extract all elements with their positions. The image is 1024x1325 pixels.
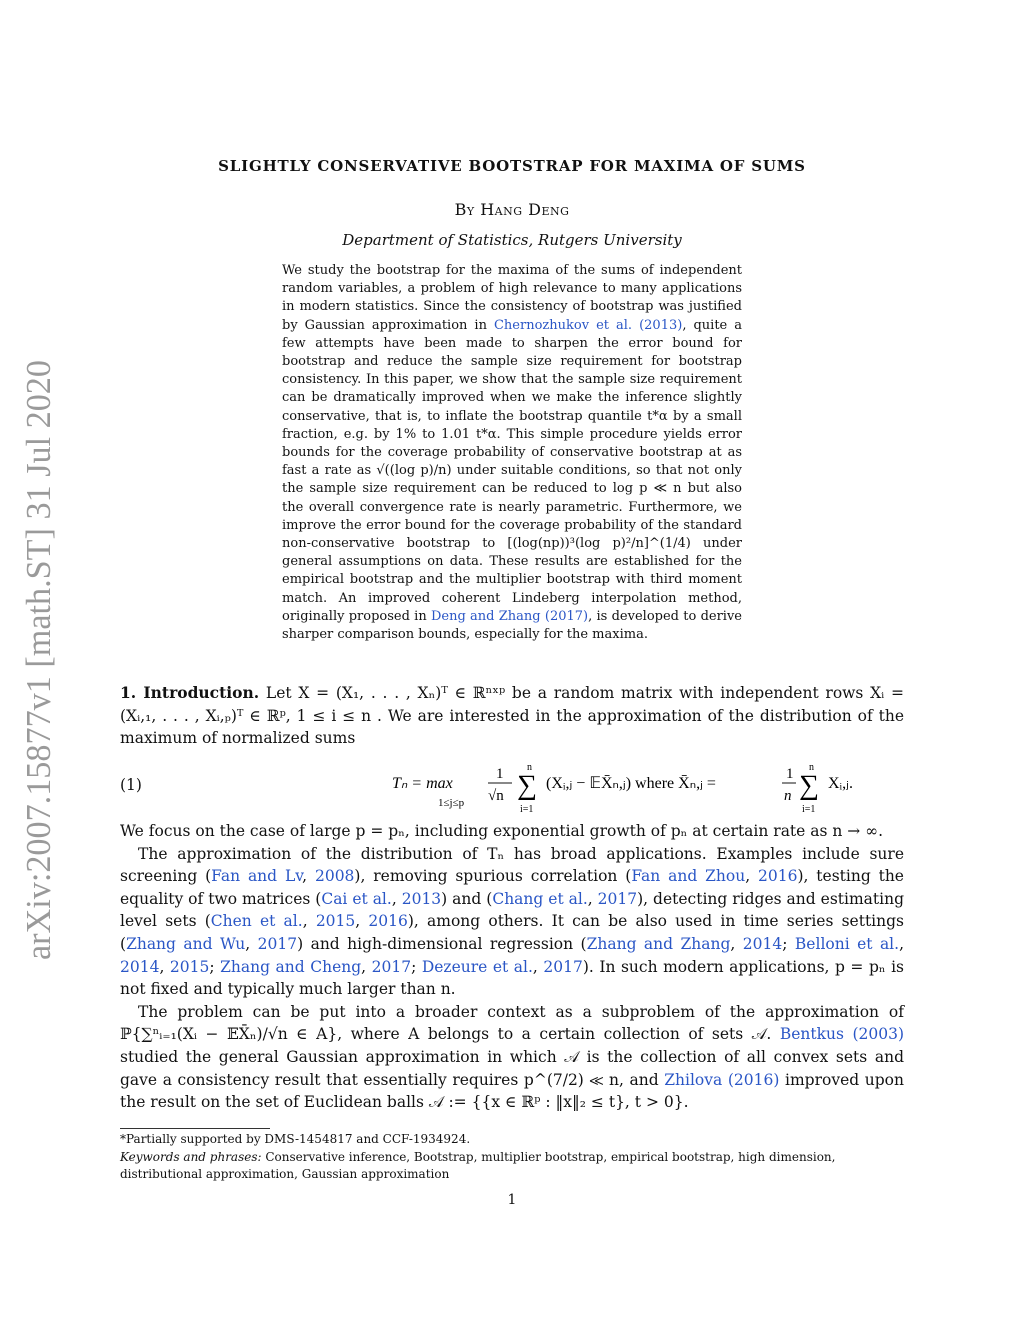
citation-cai-year[interactable]: 2013	[401, 889, 442, 908]
citation-zhang-zhang[interactable]: Zhang and Zhang	[586, 934, 731, 953]
eq-frac-numerator: 1	[496, 766, 504, 782]
applications-text: ), removing spurious correlation (	[354, 867, 632, 886]
citation-chang[interactable]: Chang et al.	[492, 889, 588, 908]
citation-zhang-wu-year[interactable]: 2017	[257, 934, 298, 953]
applications-text: ), among others. It can be also used in time series settings (	[120, 912, 904, 953]
citation-dezeure-year[interactable]: 2017	[543, 957, 583, 976]
body-paragraphs	[120, 820, 904, 1114]
keywords-text: Conservative inference, Bootstrap, multiplier bootstrap, empirical bootstrap, high dimension, distributional approximation, Gaussian approximation	[120, 1149, 836, 1181]
paper-author: By Hang Deng	[454, 200, 570, 219]
applications-text: ). In such modern applications, p = pₙ is not fixed and typically much larger than n.	[120, 957, 905, 999]
applications-text: ) and high-dimensional regression (	[297, 934, 587, 953]
citation-chen-year-1[interactable]: 2015	[315, 912, 356, 931]
abstract-text-part1: We study the bootstrap for the maxima of the sums of independent random variables, a problem of high relevance to many applications in modern statistics. Since the consistency of bootstrap was justified by Gaussian approximation in	[282, 263, 742, 333]
abstract-text-part2: , quite a few attempts have been made to sharpen the error bound for bootstrap and reduce the sample size requirement for bootstrap consistency. In this paper, we show that the sample size requirement can be dramatically improved when we make the inference slightly conservative, that is, to inflate the bootstrap quantile t*α by a small fraction, e.g. by 1% to 1.01 t*α. This simple procedure yields error bounds for the coverage probability of conservative bootstrap at as fast a rate as √((log p)/n) under suitable conditions, so that not only the sample size requirement can be reduced to log p ≪ n but also the overall convergence rate is nearly parametric. Furthermore, we improve the error bound for the coverage probability of the standard non-conservative bootstrap to [(log(np))³(log p)²/n]^(1/4) under general assumptions on data. These results are established for the empirical bootstrap and the multiplier bootstrap with third moment match. An improved coherent Lindeberg interpolation method, originally proposed in	[282, 317, 742, 624]
applications-text: ), testing the equality of two matrices (	[120, 867, 904, 908]
keywords-label: Keywords and phrases:	[120, 1149, 262, 1164]
eq-frac2-denominator: n	[784, 788, 792, 804]
problem-text: The problem can be put into a broader context as a subproblem of the approximation of ℙ{∑ⁿᵢ₌₁(Xᵢ − 𝔼X̄ₙ)/√n ∈ A}, where A belongs to a certain collection of sets 𝒜.	[120, 1002, 904, 1044]
keywords-footnote	[120, 1149, 904, 1184]
citation-link-deng-zhang[interactable]: Deng and Zhang	[430, 608, 541, 624]
problem-text: improved upon the result on the set of Euclidean balls 𝒜 := {{x ∈ ℝᵖ : ‖x‖₂ ≤ t}, t > 0}.	[120, 1070, 904, 1112]
applications-text: ), detecting ridges and estimating level sets (	[120, 889, 904, 931]
focus-sentence: We focus on the case of large p = pₙ, including exponential growth of pₙ at certain rate as n → ∞.	[120, 822, 884, 840]
citation-belloni-year-2[interactable]: 2015	[169, 957, 210, 976]
arxiv-identifier-stamp	[20, 350, 60, 970]
citation-chang-year[interactable]: 2017	[597, 889, 638, 908]
equation-1-body	[392, 760, 892, 816]
paper-title: SLIGHTLY CONSERVATIVE BOOTSTRAP FOR MAXIMA OF SUMS	[218, 157, 806, 175]
citation-fan-zhou-year[interactable]: 2016	[758, 867, 798, 886]
citation-zhang-wu[interactable]: Zhang and Wu	[126, 934, 246, 953]
author-affiliation: Department of Statistics, Rutgers University	[342, 231, 682, 249]
problem-paragraph	[120, 1001, 904, 1114]
equation-label: (1)	[120, 776, 142, 794]
eq-sum-lower: i=1	[520, 804, 534, 815]
applications-paragraph: The approximation of the distribution of Tₙ has broad applications. Examples include sure screening (Fan and Lv, 2008), removing spurious correlation (Fan and Zhou, 2016), testing the equality of two matrices (Cai et al., 2013) and (Chang et al., 2017), detecting ridges and estimating level sets (Chen et al., 2015, 2016), among others. It can be also used in time series settings (Zhang and Wu, 2017) and high-dimensional regression (Zhang and Zhang, 2014; Belloni et al., 2014, 2015; Zhang and Cheng, 2017; Dezeure et al., 2017). In such modern applications, p = pₙ is not fixed and typically much larger than n.	[120, 844, 905, 999]
citation-zhilova[interactable]: Zhilova	[664, 1070, 723, 1089]
introduction-paragraph	[120, 682, 904, 750]
problem-text: studied the general Gaussian approximation in which 𝒜 is the collection of all convex sets and gave a consistency result that essentially requires p^(7/2) ≪ n, and	[120, 1047, 904, 1089]
citation-belloni-year-1[interactable]: 2014	[120, 957, 160, 976]
eq-frac-denominator: √n	[488, 788, 504, 804]
eq-lhs: Tₙ = max	[392, 775, 453, 792]
eq-max-subscript: 1≤j≤p	[438, 797, 465, 809]
applications-text: The approximation of the distribution of Tₙ has broad applications. Examples include sure screening (	[120, 844, 904, 886]
eq-frac2-numerator: 1	[786, 766, 794, 782]
citation-fan-lv[interactable]: Fan and Lv	[211, 867, 303, 886]
citation-fan-lv-year[interactable]: 2008	[314, 867, 355, 886]
citation-year-deng-zhang[interactable]: (2017)	[544, 608, 589, 624]
arxiv-identifier-text: arXiv:2007.15877v1 [math.ST] 31 Jul 2020	[20, 350, 58, 960]
abstract-text-part3: , is developed to derive sharper comparison bounds, especially for the maxima.	[282, 608, 742, 643]
citation-link-chernozhukov[interactable]: Chernozhukov et al.	[493, 317, 633, 333]
arxiv-stamp-svg	[20, 350, 60, 970]
eq-sum-upper: n	[527, 762, 532, 773]
citation-year-chernozhukov[interactable]: (2013)	[639, 317, 683, 333]
page-number: 1	[507, 1192, 517, 1208]
eq-sum2-lower: i=1	[802, 804, 816, 815]
citation-bentkus[interactable]: Bentkus	[779, 1025, 844, 1044]
funding-footnote: *Partially supported by DMS-1454817 and CCF-1934924.	[120, 1132, 471, 1146]
citation-fan-zhou[interactable]: Fan and Zhou	[631, 867, 746, 886]
citation-bentkus-year[interactable]: (2003)	[852, 1025, 904, 1044]
abstract	[282, 262, 742, 644]
citation-chen-year-2[interactable]: 2016	[368, 912, 408, 931]
citation-zhang-zhang-year[interactable]: 2014	[742, 934, 783, 953]
citation-zhang-cheng[interactable]: Zhang and Cheng	[220, 957, 362, 976]
introduction-text: Let X = (X₁, . . . , Xₙ)ᵀ ∈ ℝⁿˣᵖ be a random matrix with independent rows Xᵢ = (Xᵢ,₁, . . . , Xᵢ,ₚ)ᵀ ∈ ℝᵖ, 1 ≤ i ≤ n . We are interested in the approximation of the distribution of the maximum of normalized sums	[120, 684, 905, 748]
equation-1	[120, 760, 904, 816]
citation-zhang-cheng-year[interactable]: 2017	[371, 957, 412, 976]
citation-dezeure[interactable]: Dezeure et al.	[421, 957, 533, 976]
citation-belloni[interactable]: Belloni et al.	[794, 934, 900, 953]
section-heading-introduction: 1. Introduction.	[120, 683, 260, 702]
footnotes	[120, 1131, 904, 1184]
citation-chen[interactable]: Chen et al.	[210, 912, 303, 931]
eq-sum-sign: ∑	[517, 770, 537, 801]
citation-zhilova-year[interactable]: (2016)	[727, 1070, 780, 1089]
eq-term2: Xᵢ,ⱼ.	[828, 775, 853, 792]
footnote-divider	[120, 1128, 270, 1129]
eq-sum2-upper: n	[809, 762, 814, 773]
citation-cai[interactable]: Cai et al.	[321, 889, 392, 908]
applications-text: ) and (	[441, 889, 493, 908]
eq-sum2-sign: ∑	[799, 770, 819, 801]
eq-term: (Xᵢ,ⱼ − 𝔼X̄ₙ,ⱼ) where X̄ₙ,ⱼ =	[546, 775, 716, 792]
